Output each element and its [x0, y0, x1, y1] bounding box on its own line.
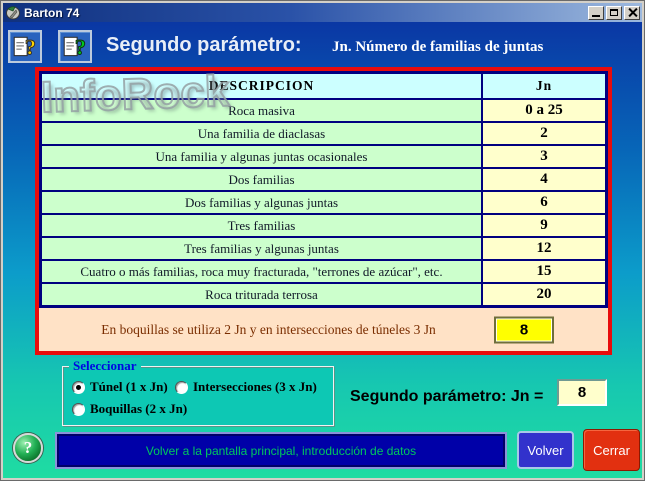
- table-row[interactable]: [41, 191, 607, 214]
- help-button-yellow[interactable]: [8, 30, 42, 63]
- row-description[interactable]: Roca triturada terrosa: [41, 283, 482, 307]
- svg-text:?: ?: [74, 34, 87, 60]
- radio-selected-icon[interactable]: [72, 381, 85, 394]
- radio-option-label: Intersecciones (3 x Jn): [193, 379, 317, 394]
- jn-table: [39, 71, 608, 308]
- row-description[interactable]: Tres familias: [41, 214, 482, 237]
- svg-text:?: ?: [24, 34, 37, 60]
- back-to-main-button[interactable]: [55, 432, 507, 469]
- window-title: Barton 74: [24, 5, 80, 20]
- radio-option-label: Boquillas (2 x Jn): [90, 401, 188, 416]
- table-row[interactable]: [41, 283, 607, 307]
- volver-button[interactable]: Volver: [517, 431, 574, 469]
- table-row[interactable]: [41, 145, 607, 168]
- row-jn-value[interactable]: 4: [482, 168, 607, 191]
- table-row[interactable]: [41, 260, 607, 283]
- jn-table-frame: [35, 67, 612, 355]
- app-icon: [5, 5, 21, 21]
- row-jn-value[interactable]: 2: [482, 122, 607, 145]
- selector-groupbox: [62, 358, 334, 426]
- row-description[interactable]: Roca masiva: [41, 99, 482, 122]
- help-doc-green-icon: [61, 33, 89, 61]
- title-bar: [3, 3, 642, 22]
- radio-option[interactable]: [72, 379, 168, 395]
- row-description[interactable]: Dos familias y algunas juntas: [41, 191, 482, 214]
- maximize-button[interactable]: [606, 6, 622, 20]
- row-jn-value[interactable]: 15: [482, 260, 607, 283]
- table-row[interactable]: [41, 122, 607, 145]
- radio-option[interactable]: [175, 379, 317, 395]
- row-jn-value[interactable]: 0 a 25: [482, 99, 607, 122]
- row-jn-value[interactable]: 3: [482, 145, 607, 168]
- radio-option-label: Túnel (1 x Jn): [90, 379, 168, 394]
- minimize-icon: [592, 15, 600, 17]
- row-jn-value[interactable]: 6: [482, 191, 607, 214]
- cerrar-button[interactable]: Cerrar: [583, 429, 640, 471]
- page-subtitle: Jn. Número de familias de juntas: [332, 39, 544, 55]
- minimize-button[interactable]: [588, 6, 604, 20]
- radio-unselected-icon[interactable]: [72, 403, 85, 416]
- row-description[interactable]: Tres familias y algunas juntas: [41, 237, 482, 260]
- row-description[interactable]: Una familia de diaclasas: [41, 122, 482, 145]
- table-row[interactable]: [41, 214, 607, 237]
- radio-option[interactable]: [72, 401, 187, 417]
- table-row[interactable]: [41, 99, 607, 122]
- maximize-icon: [610, 9, 618, 16]
- help-button-green[interactable]: [58, 30, 92, 63]
- result-label: Segundo parámetro: Jn =: [350, 388, 544, 405]
- column-header-descripcion: DESCRIPCION: [41, 73, 482, 100]
- jn-value-input[interactable]: 8: [494, 316, 554, 343]
- close-button[interactable]: [624, 6, 640, 20]
- result-value-box: 8: [557, 379, 607, 406]
- help-circle-icon: ?: [23, 438, 33, 457]
- help-doc-yellow-icon: [11, 33, 39, 61]
- page-title: Segundo parámetro:: [106, 34, 302, 56]
- footer-note: En boquillas se utiliza 2 Jn y en intersecciones de túneles 3 Jn: [101, 321, 436, 337]
- client-area: [3, 22, 642, 478]
- close-icon: [628, 8, 637, 17]
- row-jn-value[interactable]: 12: [482, 237, 607, 260]
- help-circle-button[interactable]: [13, 433, 43, 463]
- radio-unselected-icon[interactable]: [175, 381, 188, 394]
- row-jn-value[interactable]: 9: [482, 214, 607, 237]
- selector-label: Seleccionar: [69, 358, 141, 374]
- column-header-jn: Jn: [482, 73, 607, 100]
- table-header-row: [41, 73, 607, 100]
- row-description[interactable]: Cuatro o más familias, roca muy fracturada, "terrones de azúcar", etc.: [41, 260, 482, 283]
- window-controls: [588, 6, 640, 20]
- back-to-main-label: Volver a la pantalla principal, introducción de datos: [145, 443, 417, 458]
- table-footer: [39, 308, 608, 351]
- jn-table-body: [41, 99, 607, 307]
- table-row[interactable]: [41, 168, 607, 191]
- table-row[interactable]: [41, 237, 607, 260]
- row-description[interactable]: Una familia y algunas juntas ocasionales: [41, 145, 482, 168]
- row-description[interactable]: Dos familias: [41, 168, 482, 191]
- row-jn-value[interactable]: 20: [482, 283, 607, 307]
